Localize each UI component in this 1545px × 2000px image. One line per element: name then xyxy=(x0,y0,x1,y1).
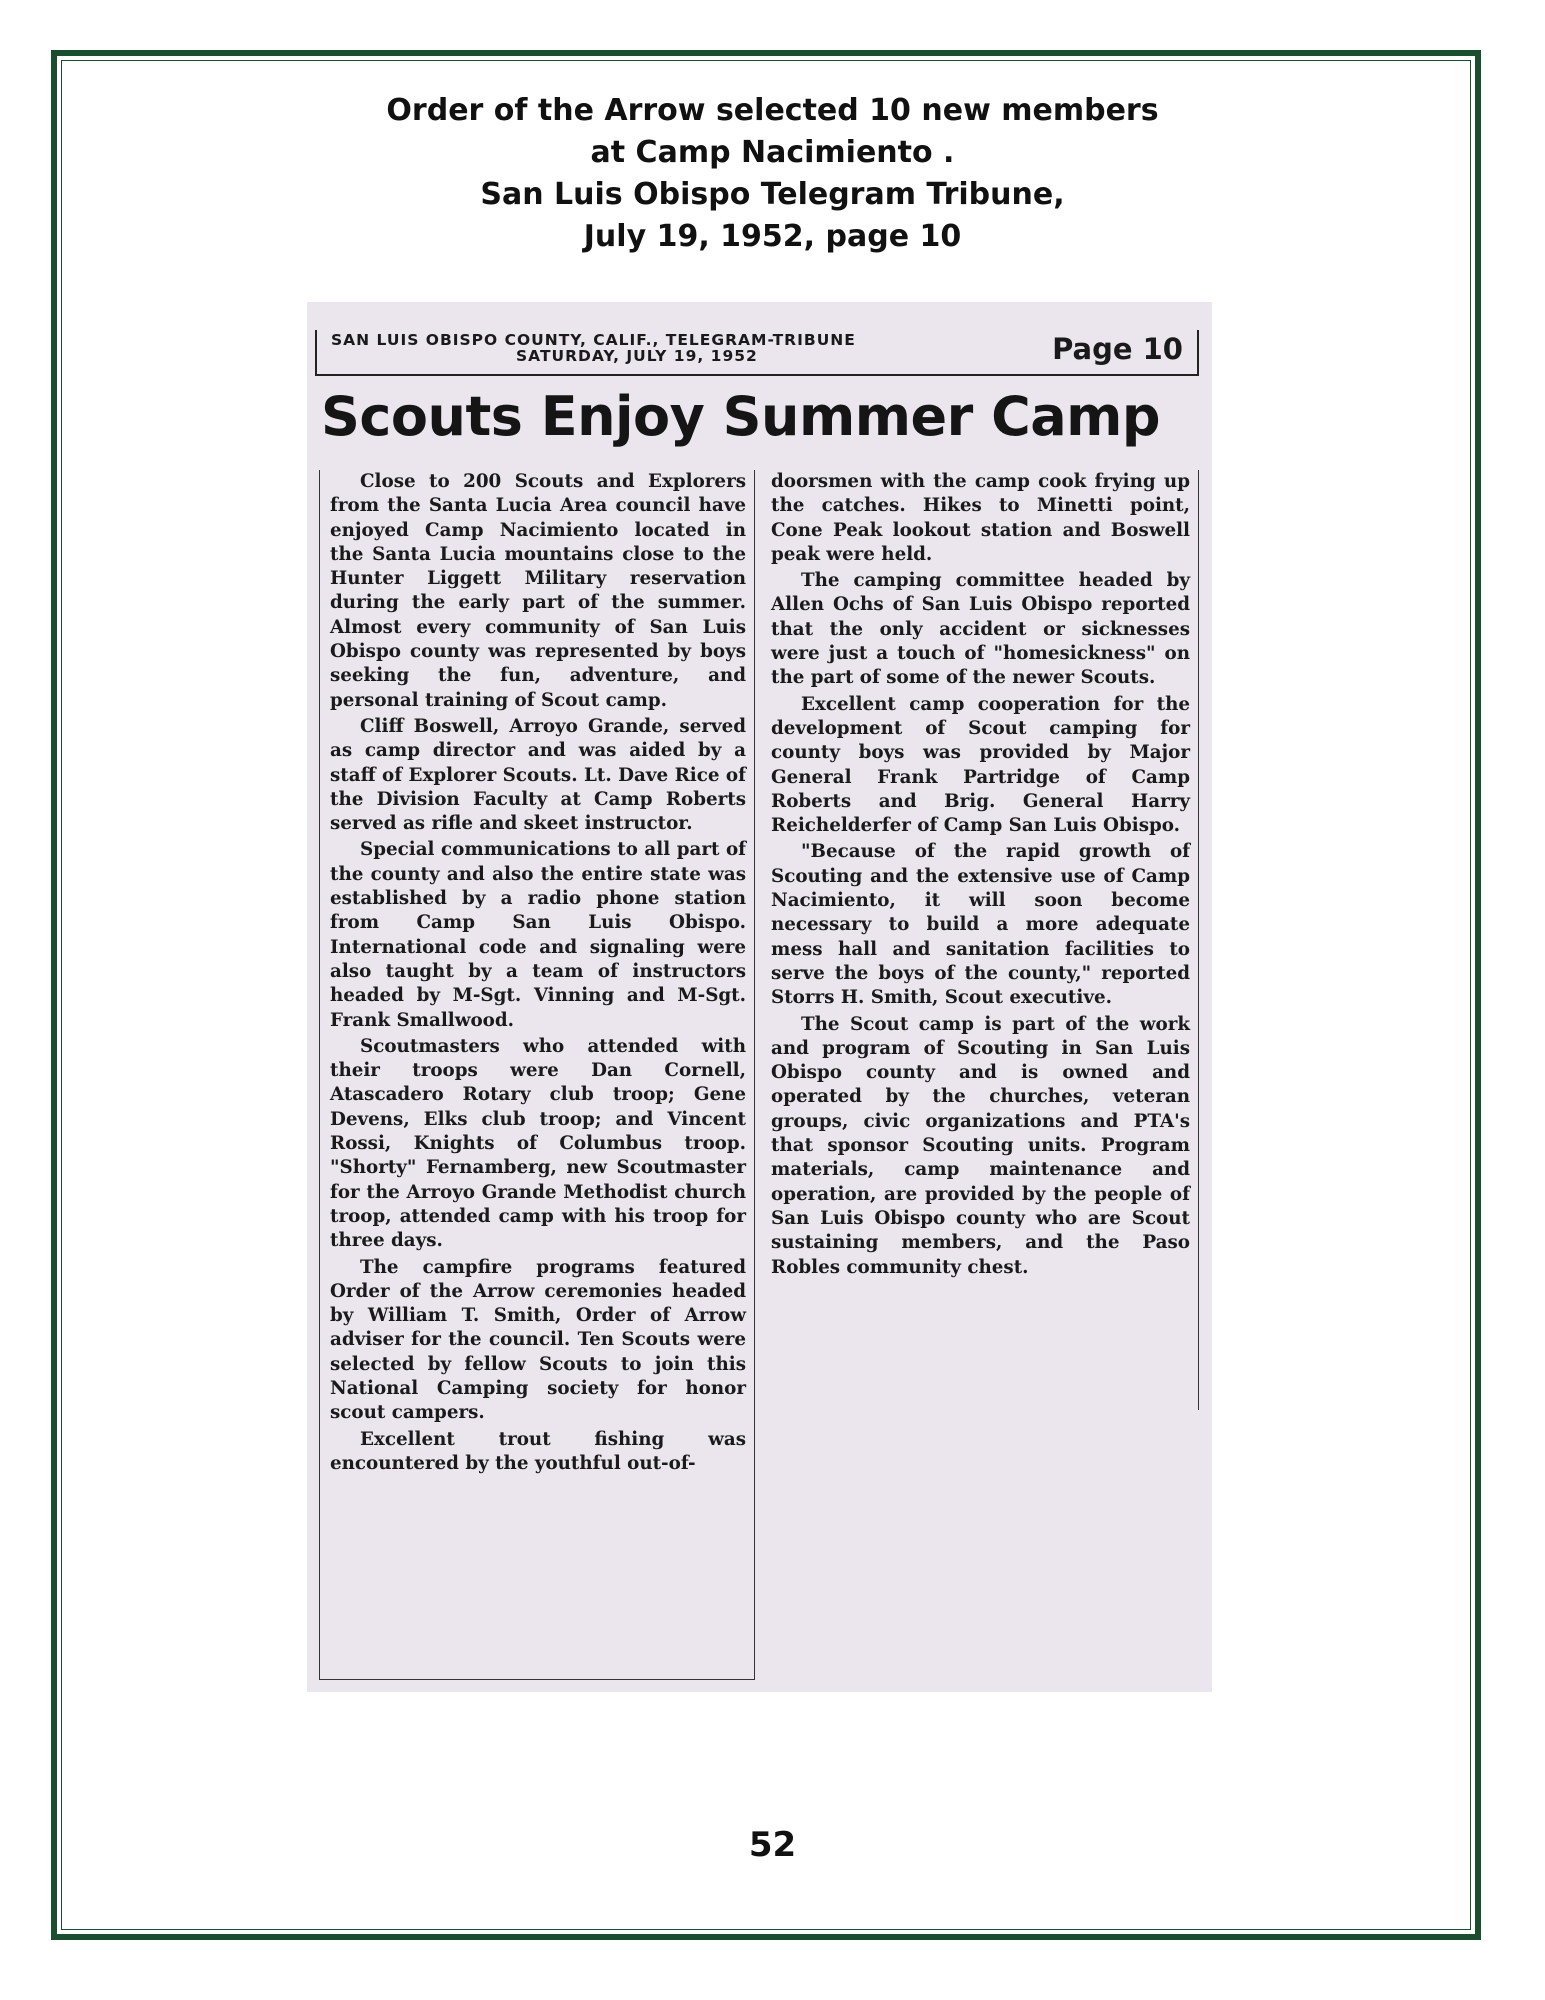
column-bottom-rule xyxy=(320,1679,754,1680)
newspaper-clipping xyxy=(307,302,1212,1692)
article-paragraph: The campfire programs featured Order of the Arrow ceremonies headed by William T. Smith, Order of Arrow adviser for the council. Ten Scouts were selected by fellow Scouts to join this National Camping society for honor scout campers. xyxy=(330,1256,746,1424)
article-paragraph: Special communications to all part of the county and also the entire state was established by a radio phone station from Camp San Luis Obispo. International code and signaling were also taught by a team of instructors headed by M-Sgt. Vinning and M-Sgt. Frank Smallwood. xyxy=(330,839,746,1031)
caption-line-2: at Camp Nacimiento . xyxy=(590,135,955,170)
article-paragraph: Scoutmasters who attended with their troops were Dan Cornell, Atascadero Rotary club troop; Gene Devens, Elks club troop; and Vincent Rossi, Knights of Columbus troop. "Shorty" Fernamberg, new Scoutmaster for the Arroyo Grande Methodist church troop, attended camp with his troop for three days. xyxy=(330,1035,746,1252)
article-column-right xyxy=(763,470,1199,1410)
caption-line-1: Order of the Arrow selected 10 new members xyxy=(386,93,1159,128)
article-column-left xyxy=(319,470,755,1680)
article-paragraph: The camping committee headed by Allen Ochs of San Luis Obispo reported that the only accident or sicknesses were just a touch of "homesickness" on the part of some of the newer Scouts. xyxy=(771,570,1190,689)
masthead-date: SATURDAY, JULY 19, 1952 xyxy=(516,347,758,365)
article-paragraph: doorsmen with the camp cook frying up the catches. Hikes to Minetti point, Cone Peak lookout station and Boswell peak were held. xyxy=(771,471,1190,565)
headline: Scouts Enjoy Summer Camp xyxy=(321,385,1161,448)
masthead-paper-name: SAN LUIS OBISPO COUNTY, CALIF., TELEGRAM-TRIBUNE xyxy=(331,331,856,349)
masthead xyxy=(315,330,1199,376)
article-paragraph: Excellent camp cooperation for the development of Scout camping for county boys was provided by Major General Frank Partridge of Camp Roberts and Brig. General Harry Reichelderfer of Camp San Luis Obispo. xyxy=(771,693,1190,837)
article-paragraph: Close to 200 Scouts and Explorers from the Santa Lucia Area council have enjoyed Camp Nacimiento located in the Santa Lucia mountains close to the Hunter Liggett Military reservation during the early part of the summer. Almost every community of San Luis Obispo county was represented by boys seeking the fun, adventure, and personal training of Scout camp. xyxy=(330,471,746,711)
article-paragraph: Cliff Boswell, Arroyo Grande, served as camp director and was aided by a staff of Explorer Scouts. Lt. Dave Rice of the Division Faculty at Camp Roberts served as rifle and skeet instructor. xyxy=(330,715,746,835)
page-number: 52 xyxy=(748,1825,797,1865)
caption-line-4: July 19, 1952, page 10 xyxy=(583,219,962,254)
caption xyxy=(0,90,1545,258)
article-paragraph: "Because of the rapid growth of Scouting and the extensive use of Camp Nacimiento, it will soon become necessary to build a more adequate mess hall and sanitation facilities to serve the boys of the county," reported Storrs H. Smith, Scout executive. xyxy=(771,841,1190,1009)
masthead-text xyxy=(331,332,856,364)
caption-line-3: San Luis Obispo Telegram Tribune, xyxy=(480,177,1065,212)
article-paragraph: Excellent trout fishing was encountered by the youthful out-of- xyxy=(330,1428,746,1474)
masthead-page-label: Page 10 xyxy=(1052,332,1183,366)
article-paragraph: The Scout camp is part of the work and program of Scouting in San Luis Obispo county and is owned and operated by the churches, veteran groups, civic organizations and PTA's that sponsor Scouting units. Program materials, camp maintenance and operation, are provided by the people of San Luis Obispo county who are Scout sustaining members, and the Paso Robles community chest. xyxy=(771,1013,1190,1278)
